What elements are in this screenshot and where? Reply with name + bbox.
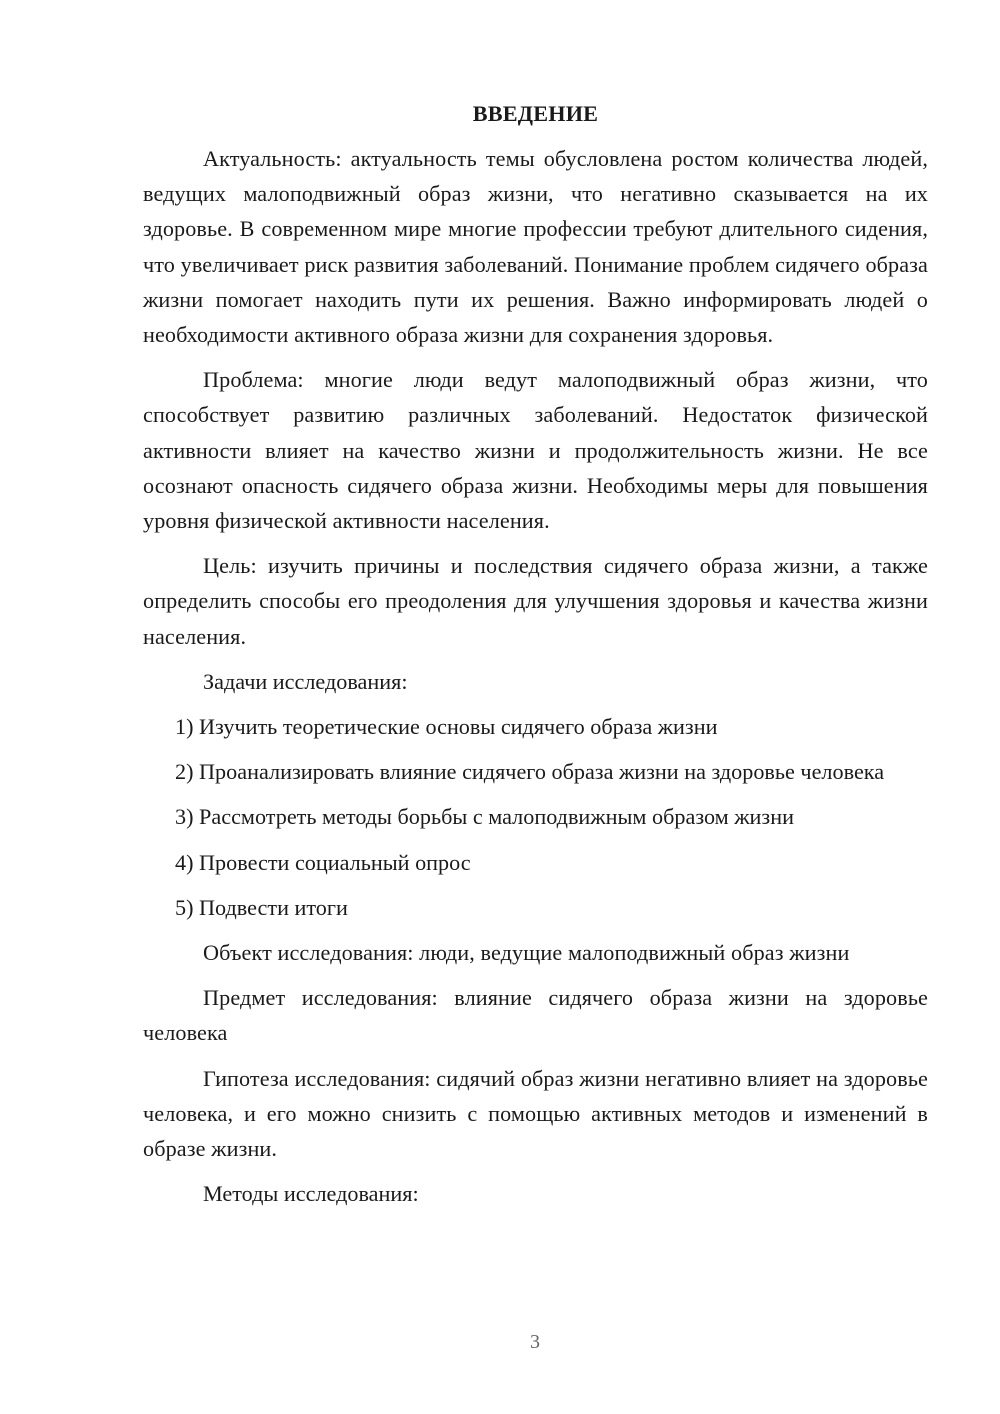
methods-heading: Методы исследования: [203, 1181, 419, 1207]
paragraph-relevance: Актуальность: актуальность темы обусловлена ростом количества людей, ведущих малоподвижный образ жизни, что негативно сказывается на их здоровье. В современном мире многие профессии требуют длительного сидения, что увеличивает риск развития заболеваний. Понимание проблем сидячего образа жизни помогает находить пути их решения. Важно информировать людей о необходимости активного образа жизни для сохранения здоровья. [143, 146, 928, 348]
task-item-4: 4) Провести социальный опрос [175, 849, 471, 875]
page-title: ВВЕДЕНИЕ [472, 101, 599, 126]
task-item-3: 3) Рассмотреть методы борьбы с малоподвижным образом жизни [175, 804, 794, 830]
task-item-5: 5) Подвести итоги [175, 894, 348, 920]
paragraph-problem: Проблема: многие люди ведут малоподвижный образ жизни, что способствует развитию различных заболеваний. Недостаток физической активности влияет на качество жизни и продолжительность жизни. Не все осознают опасность сидячего образа жизни. Необходимы меры для повышения уровня физической активности населения. [143, 367, 928, 534]
page-number: 3 [530, 1331, 540, 1353]
paragraph-subject: Предмет исследования: влияние сидячего образа жизни на здоровье человека [143, 985, 928, 1046]
document-page [143, 96, 928, 1221]
paragraph-goal: Цель: изучить причины и последствия сидячего образа жизни, а также определить способы его преодоления для улучшения здоровья и качества жизни населения. [143, 553, 928, 649]
task-item-2: 2) Проанализировать влияние сидячего образа жизни на здоровье человека [175, 759, 885, 785]
paragraph-object: Объект исследования: люди, ведущие малоподвижный образ жизни [203, 940, 850, 966]
paragraph-hypothesis: Гипотеза исследования: сидячий образ жизни негативно влияет на здоровье человека, и его можно снизить с помощью активных методов и изменений в образе жизни. [143, 1065, 928, 1162]
tasks-heading: Задачи исследования: [203, 668, 408, 694]
task-item-1: 1) Изучить теоретические основы сидячего образа жизни [175, 714, 718, 740]
